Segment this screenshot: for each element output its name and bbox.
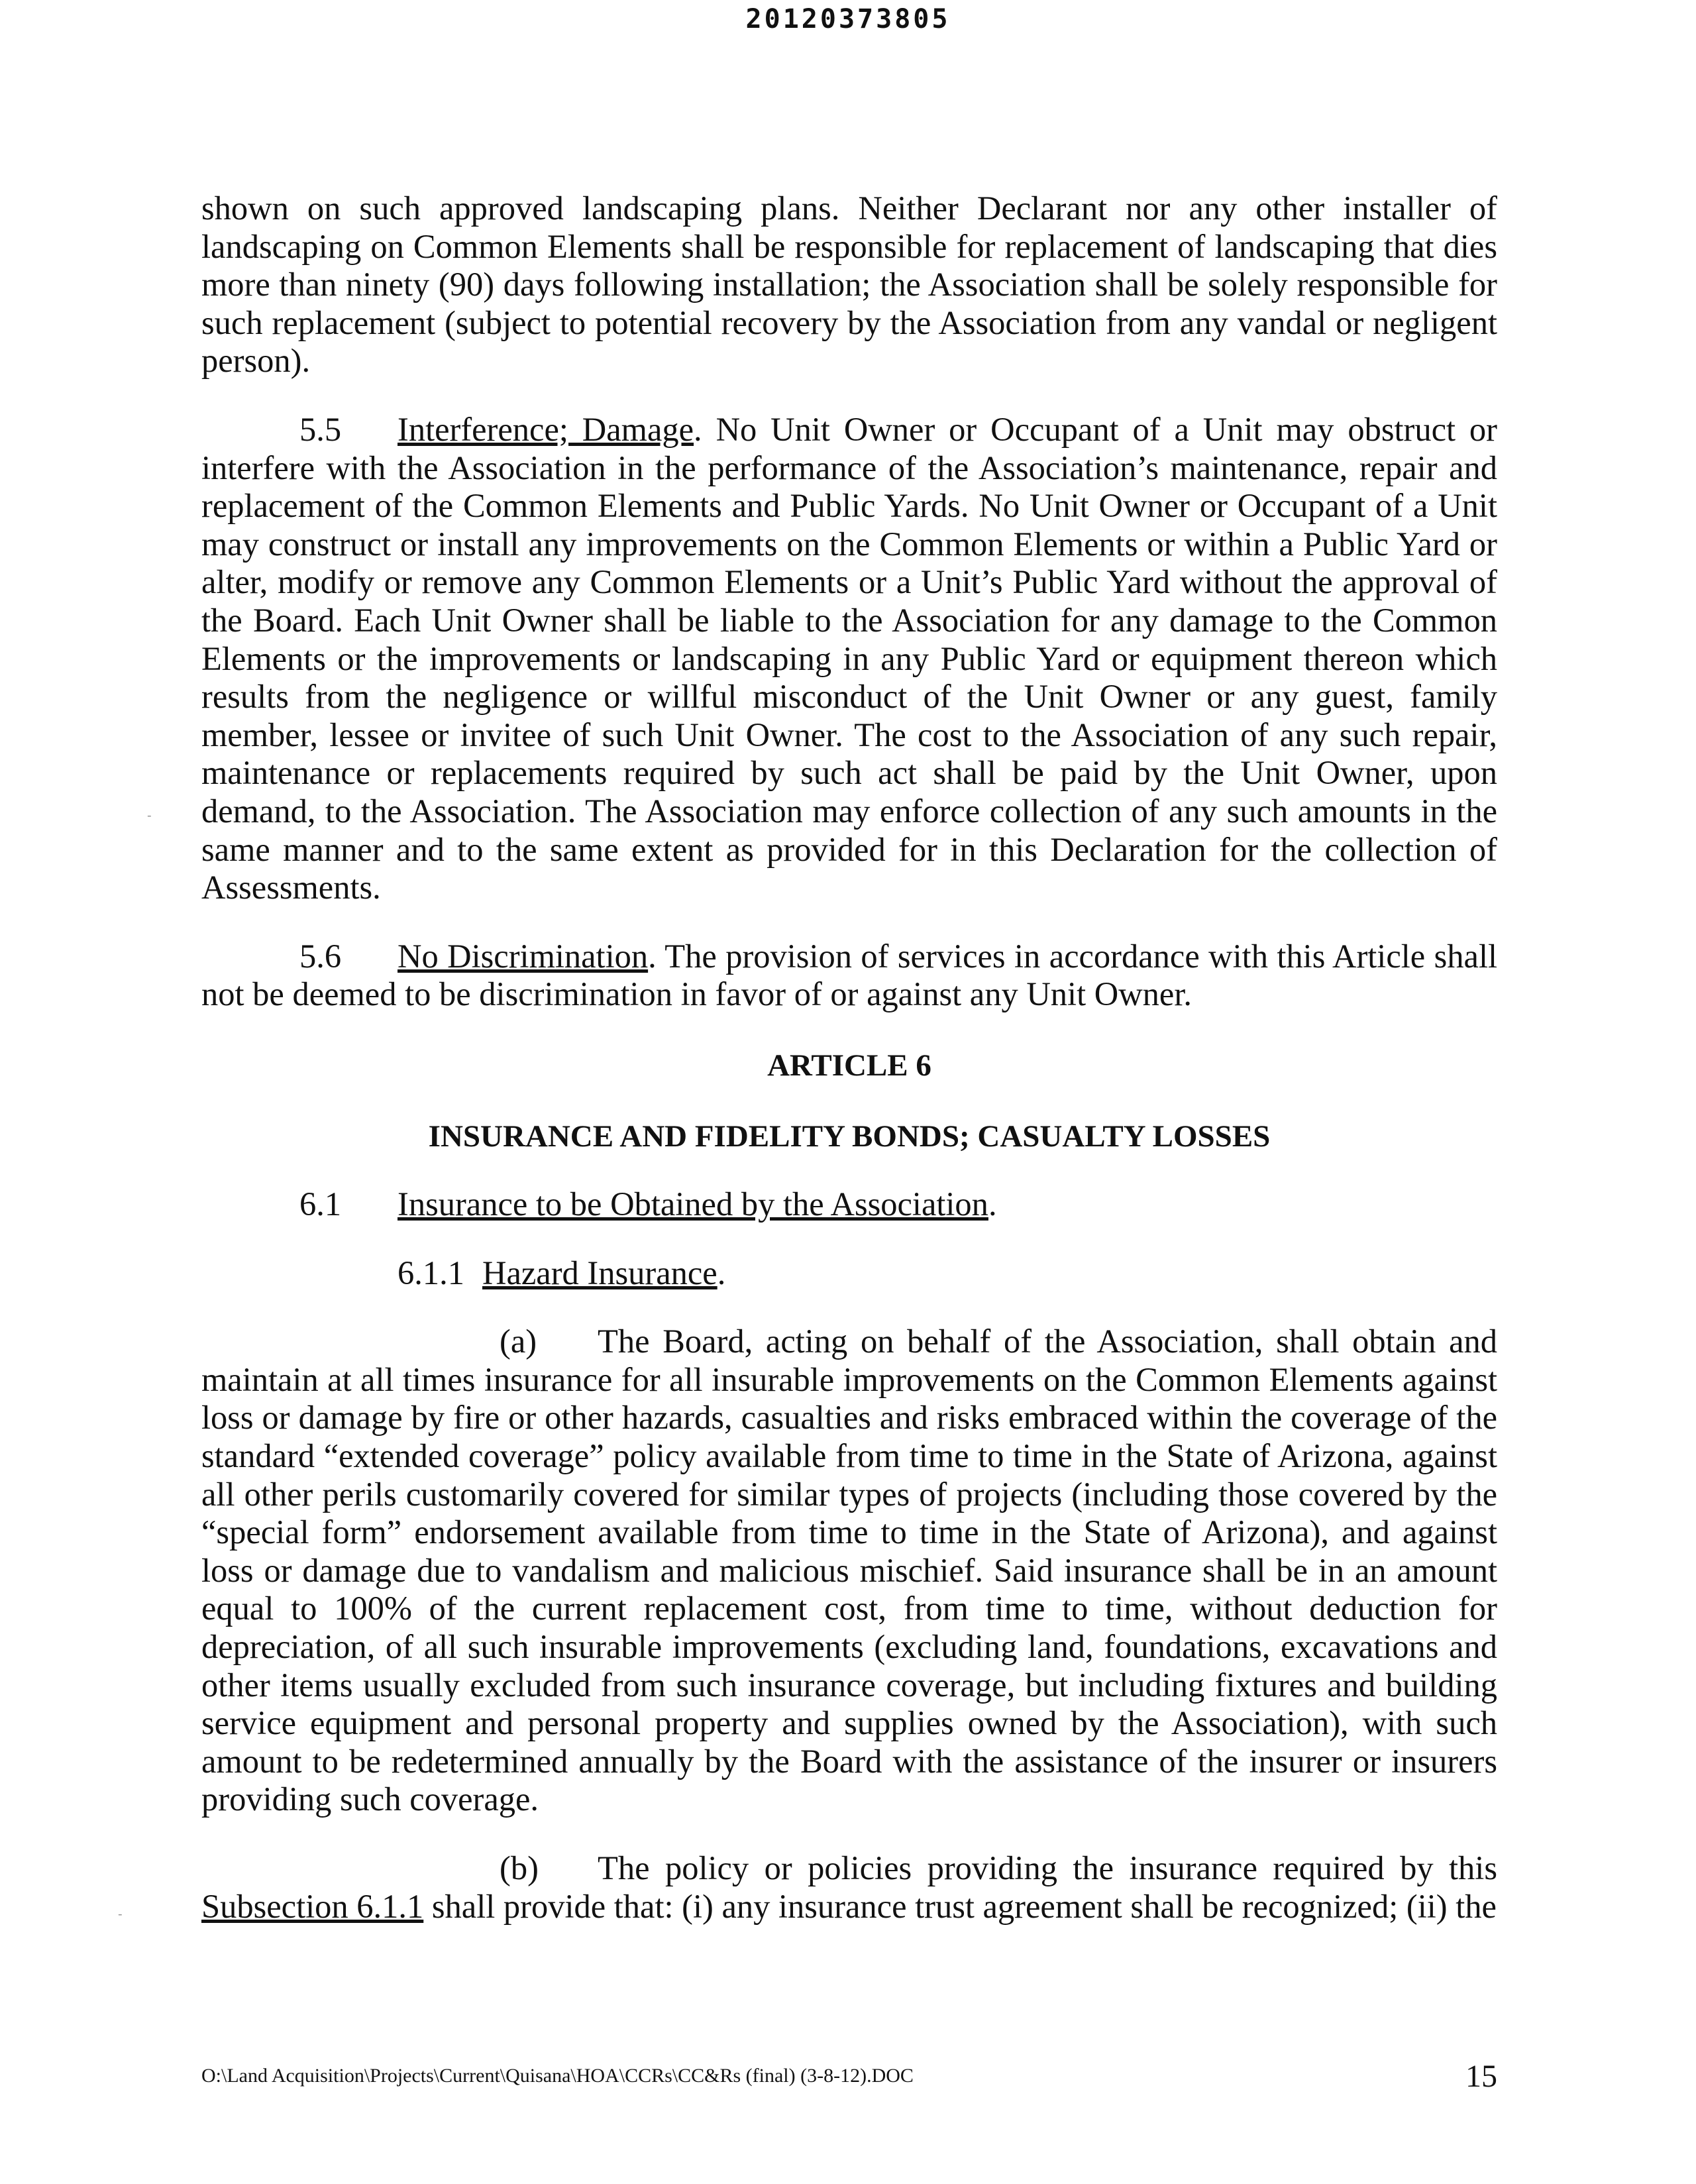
paragraph-text-cont: shall provide that: (i) any insurance trust agreement shall be recognized; (ii) the	[423, 1887, 1497, 1925]
footer-file-path: O:\Land Acquisition\Projects\Current\Quisana\HOA\CCRs\CC&Rs (final) (3-8-12).DOC	[201, 2065, 914, 2087]
margin-mark: -	[118, 1907, 123, 1922]
recording-number: 20120373805	[745, 4, 951, 34]
section-end: .	[988, 1185, 997, 1223]
section-5-5	[201, 411, 1497, 907]
section-title: No Discrimination	[398, 937, 649, 975]
section-6-1	[201, 1185, 1497, 1224]
section-title: Hazard Insurance	[482, 1254, 717, 1291]
paragraph-label: (a)	[500, 1323, 537, 1360]
paragraph-text: The policy or policies providing the insurance required by this	[598, 1849, 1497, 1886]
paragraph-label: (b)	[500, 1849, 539, 1886]
section-text: . The provision of services in accordance with this Article shall not be deemed to be discrimination in favor of or against any Unit Owner.	[201, 937, 1498, 1013]
section-number: 6.1.1	[398, 1254, 464, 1291]
section-end: .	[717, 1254, 726, 1291]
article-title: INSURANCE AND FIDELITY BONDS; CASUALTY LOSSES	[428, 1119, 1271, 1154]
subsection-reference: Subsection 6.1.1	[201, 1887, 424, 1925]
section-text: . No Unit Owner or Occupant of a Unit may obstruct or interfere with the Association in the performance of the Association’s maintenance, repair and replacement of the Common Elements and Public Yards. No Unit Owner or Occupant of a Unit may construct or install any improvements on the Common Elements or within a Public Yard or alter, modify or remove any Common Elements or a Unit’s Public Yard without the approval of the Board. Each Unit Owner shall be liable to the Association for any damage to the Common Elements or the improvements or landscaping in any Public Yard or equipment thereon which results from the negligence or willful misconduct of the Unit Owner or any guest, family member, lessee or invitee of such Unit Owner. The cost to the Association of any such repair, maintenance or replacements required by such act shall be paid by the Unit Owner, upon demand, to the Association. The Association may enforce collection of any such amounts in the same manner and to the same extent as provided for in this Declaration for the collection of Assessments.	[201, 410, 1497, 906]
document-body	[201, 190, 1497, 1926]
margin-mark: -	[147, 808, 152, 823]
article-heading: ARTICLE 6	[767, 1048, 931, 1083]
section-number: 5.6	[299, 937, 342, 975]
footer-page-number: 15	[1465, 2059, 1497, 2094]
paragraph-b	[201, 1849, 1497, 1926]
section-title: Insurance to be Obtained by the Association	[398, 1185, 988, 1223]
section-number: 5.5	[299, 410, 342, 448]
section-number: 6.1	[299, 1185, 342, 1223]
section-5-6	[201, 938, 1497, 1014]
paragraph-a	[201, 1323, 1497, 1819]
paragraph-text: The Board, acting on behalf of the Association, shall obtain and maintain at all times insurance for all insurable improvements on the Common Elements against loss or damage by fire or other hazards, casualties and risks embraced within the coverage of the standard “extended coverage” policy available from time to time in the State of Arizona, against all other perils customarily covered for similar types of projects (including those covered by the “special form” endorsement available from time to time in the State of Arizona), and against loss or damage due to vandalism and malicious mischief. Said insurance shall be in an amount equal to 100% of the current replacement cost, from time to time, without deduction for depreciation, of all such insurable improvements (excluding land, foundations, excavations and other items usually excluded from such insurance coverage, but including fixtures and building service equipment and personal property and supplies owned by the Association), with such amount to be redetermined annually by the Board with the assistance of the insurer or insurers providing such coverage.	[201, 1323, 1497, 1818]
paragraph-continuation: shown on such approved landscaping plans. Neither Declarant nor any other installer of landscaping on Common Elements shall be responsible for replacement of landscaping that dies more than ninety (90) days following installation; the Association shall be solely responsible for such replacement (subject to potential recovery by the Association from any vandal or negligent person).	[201, 190, 1497, 380]
section-6-1-1	[201, 1254, 1497, 1293]
section-title: Interference; Damage	[398, 410, 694, 448]
